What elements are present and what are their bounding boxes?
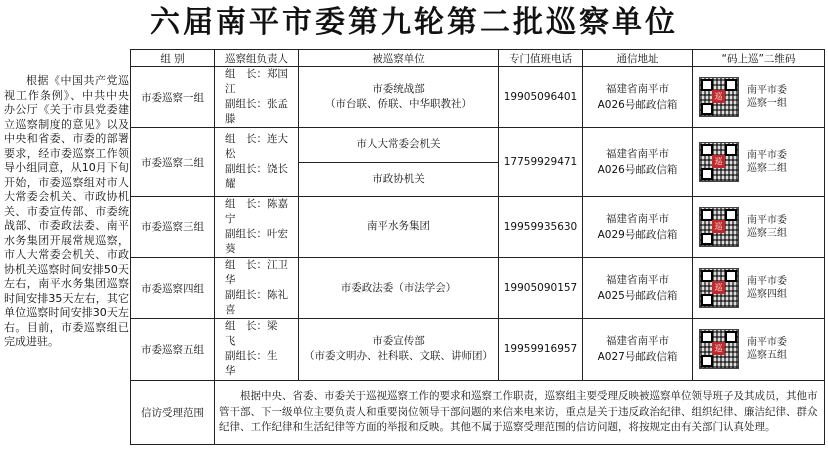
inspected-unit	[299, 67, 499, 128]
table-row	[131, 128, 825, 162]
address-line: 福建省南平市	[606, 83, 669, 96]
group-name: 市委巡察一组	[131, 67, 215, 128]
qr-code-icon[interactable]	[699, 207, 739, 247]
inspected-unit	[299, 258, 499, 319]
inspected-unit: 市人大常委会机关	[299, 128, 499, 162]
qr-code-icon[interactable]	[699, 268, 739, 308]
qr-logo-icon: 巡	[712, 90, 725, 103]
table-row	[131, 196, 825, 257]
inspection-table	[130, 49, 825, 445]
address-line: 福建省南平市	[606, 274, 669, 287]
duty-phone: 19905090157	[499, 258, 583, 319]
duty-phone: 17759929471	[499, 128, 583, 196]
unit-subunits: （市台联、侨联、中华职教社）	[325, 98, 472, 111]
leader-line: 组 长：郑国江	[225, 68, 288, 96]
address-line: 福建省南平市	[606, 212, 669, 225]
inspected-unit	[299, 196, 499, 257]
unit-name: 南平水务集团	[367, 220, 430, 233]
leader-line: 组 长：陈嘉宁	[225, 197, 288, 225]
qr-label-line1: 南平市委	[747, 150, 787, 162]
qr-logo-icon: 巡	[712, 342, 725, 355]
table-row	[131, 258, 825, 319]
table-row	[131, 319, 825, 380]
group-name: 市委巡察五组	[131, 319, 215, 380]
table-row	[131, 380, 825, 444]
group-name: 市委巡察四组	[131, 258, 215, 319]
deputy-leader-line: 副组长：生 华	[225, 350, 288, 378]
duty-phone: 19959935630	[499, 196, 583, 257]
qr-cell	[693, 67, 825, 128]
header-unit: 被巡察单位	[299, 50, 499, 67]
qr-cell	[693, 319, 825, 380]
qr-label-line2: 巡察一组	[747, 98, 787, 110]
qr-code-icon[interactable]	[699, 77, 739, 117]
qr-code-icon[interactable]	[699, 329, 739, 369]
leader-line: 组 长：梁 飞	[225, 320, 288, 348]
mailbox-line: A026号邮政信箱	[597, 99, 678, 112]
group-leaders	[215, 319, 299, 380]
mail-address	[583, 319, 693, 380]
table-header-row	[131, 50, 825, 67]
qr-logo-icon: 巡	[712, 281, 725, 294]
table-row	[131, 67, 825, 128]
qr-label-line1: 南平市委	[747, 85, 787, 97]
leader-line: 组 长：江卫华	[225, 259, 288, 287]
qr-label	[739, 336, 787, 362]
scope-text: 根据中央、省委、市委关于巡视巡察工作的要求和巡察工作职责，巡察组主要受理反映被巡察单位领导班子及其成员，其他市管干部、下一级单位主要负责人和重要岗位领导干部问题的来信来电来访，重点是关于违反政治纪律、组织纪律、廉洁纪律、群众纪律、工作纪律和生活纪律等方面的举报和反映。其他不属于巡察受理范围的信访问题，将按规定由有关部门认真处理。	[215, 380, 825, 444]
qr-label-line1: 南平市委	[747, 337, 787, 349]
mailbox-line: A026号邮政信箱	[597, 164, 678, 177]
mail-address	[583, 258, 693, 319]
qr-label-line2: 巡察五组	[747, 350, 787, 362]
qr-label-line2: 巡察四组	[747, 289, 787, 301]
group-name: 市委巡察二组	[131, 128, 215, 196]
qr-cell	[693, 196, 825, 257]
header-phone: 专门值班电话	[499, 50, 583, 67]
scope-label: 信访受理范围	[131, 380, 215, 444]
leader-line: 组 长：连大松	[225, 133, 288, 161]
inspected-unit: 市政协机关	[299, 162, 499, 196]
mail-address	[583, 128, 693, 196]
qr-cell	[693, 258, 825, 319]
mailbox-line: A029号邮政信箱	[597, 228, 678, 241]
mailbox-line: A027号邮政信箱	[597, 351, 678, 364]
deputy-leader-line: 副组长：张孟滕	[225, 98, 288, 126]
address-line: 福建省南平市	[606, 335, 669, 348]
qr-logo-icon: 巡	[712, 155, 725, 168]
group-leaders	[215, 67, 299, 128]
qr-code-icon[interactable]	[699, 142, 739, 182]
group-leaders	[215, 258, 299, 319]
mail-address	[583, 196, 693, 257]
header-qr: “码上巡”二维码	[693, 50, 825, 67]
header-group: 组 别	[131, 50, 215, 67]
qr-cell	[693, 128, 825, 196]
qr-label	[739, 275, 787, 301]
deputy-leader-line: 副组长：陈礼喜	[225, 289, 288, 317]
header-leader: 巡察组负责人	[215, 50, 299, 67]
qr-label	[739, 149, 787, 175]
duty-phone: 19959916957	[499, 319, 583, 380]
intro-paragraph: 根据《中国共产党巡视工作条例》、中共中央办公厅《关于市县党委建立巡察制度的意见》以及中央和省委、市委的部署要求，经市委巡察工作领导小组同意，从10月下旬开始，市委巡察组对市人大常委会机关、市政协机关、市委宣传部、市委统战部、市委政法委、南平水务集团开展常规巡察，市人大常委会机关、市政协机关巡察时间安排50天左右，南平水务集团巡察时间安排35天左右，其它单位巡察时间安排30天左右。目前，市委巡察组已完成进驻。	[4, 74, 129, 348]
group-leaders	[215, 196, 299, 257]
unit-subunits: （市委文明办、社科联、文联、讲师团）	[304, 350, 493, 363]
qr-label	[739, 214, 787, 240]
qr-label-line2: 巡察二组	[747, 163, 787, 175]
duty-phone: 19905096401	[499, 67, 583, 128]
qr-label-line1: 南平市委	[747, 276, 787, 288]
mailbox-line: A025号邮政信箱	[597, 290, 678, 303]
group-name: 市委巡察三组	[131, 196, 215, 257]
page-title: 六届南平市委第九轮第二批巡察单位	[150, 5, 678, 40]
mail-address	[583, 67, 693, 128]
group-leaders	[215, 128, 299, 196]
qr-label	[739, 84, 787, 110]
qr-label-line2: 巡察三组	[747, 227, 787, 239]
qr-logo-icon: 巡	[712, 220, 725, 233]
inspected-unit	[299, 319, 499, 380]
unit-name: 市委政法委（市法学会）	[340, 281, 457, 294]
address-line: 福建省南平市	[606, 148, 669, 161]
deputy-leader-line: 副组长：叶宏葵	[225, 227, 288, 255]
deputy-leader-line: 副组长：饶长耀	[225, 163, 288, 191]
header-address: 通信地址	[583, 50, 693, 67]
unit-name: 市委统战部	[372, 83, 425, 96]
unit-name: 市委宣传部	[372, 335, 425, 348]
qr-label-line1: 南平市委	[747, 214, 787, 226]
